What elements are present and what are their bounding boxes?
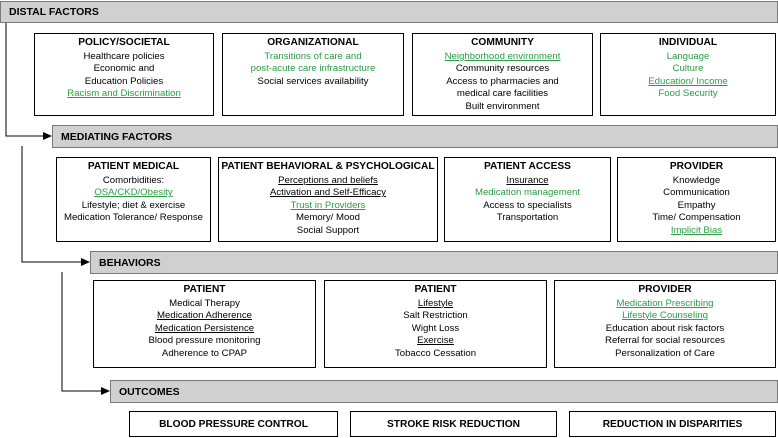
box-item: Referral for social resources: [605, 335, 725, 347]
outcome-blood-pressure-control: [129, 411, 338, 437]
mediating-factors-label: MEDIATING FACTORS: [61, 130, 173, 143]
mediating-factors-bar: [52, 125, 778, 148]
outcome-reduction-in-disparities: [569, 411, 776, 437]
box-item: Tobacco Cessation: [394, 347, 477, 359]
box-item: medical care facilities: [456, 88, 549, 100]
distal-box-community: [412, 33, 593, 116]
box-item: Culture: [672, 63, 704, 75]
box-item: Blood pressure monitoring: [148, 335, 261, 347]
box-item: Racism and Discrimination: [67, 88, 181, 100]
box-item: Empathy: [677, 199, 716, 211]
box-item: Transitions of care and: [264, 50, 362, 62]
box-item: Wight Loss: [411, 322, 460, 334]
arrowhead-mediating: [43, 132, 52, 140]
box-title: PATIENT MEDICAL: [87, 161, 180, 172]
box-item: Adherence to CPAP: [161, 347, 248, 359]
box-item: Built environment: [465, 100, 540, 112]
box-item: Activation and Self-Efficacy: [269, 187, 387, 199]
box-item: Implicit Bias: [670, 224, 723, 236]
box-item: Salt Restriction: [403, 310, 468, 322]
box-title: ORGANIZATIONAL: [267, 37, 359, 48]
outcome-label: REDUCTION IN DISPARITIES: [602, 418, 743, 430]
box-item: Education about risk factors: [605, 322, 725, 334]
outcomes-bar: [110, 380, 778, 403]
arrowhead-behaviors: [81, 258, 90, 266]
box-item: Economic and: [93, 63, 155, 75]
box-item: Time/ Compensation: [652, 212, 741, 224]
distal-box-individual: [600, 33, 776, 116]
box-item: Neighborhood environment: [444, 50, 561, 62]
mediating-box-patient-behavioral: [218, 157, 438, 242]
distal-factors-label: DISTAL FACTORS: [9, 6, 99, 18]
box-title: PROVIDER: [669, 161, 724, 172]
box-item: Access to specialists: [483, 199, 572, 211]
outcome-label: STROKE RISK REDUCTION: [386, 418, 520, 430]
box-item: post-acute care infrastructure: [250, 63, 376, 75]
box-item: Healthcare policies: [83, 50, 165, 62]
box-item: Transportation: [496, 212, 559, 224]
behaviors-box-patient-lifestyle: [324, 280, 547, 368]
box-item: Food Security: [658, 88, 718, 100]
behaviors-box-provider: [554, 280, 776, 368]
box-item: Community resources: [455, 63, 550, 75]
box-item: Social services availability: [257, 75, 369, 87]
box-item: Education Policies: [84, 75, 164, 87]
box-item: Memory/ Mood: [296, 212, 360, 224]
distal-box-organizational: [222, 33, 404, 116]
box-item: Insurance: [506, 174, 549, 186]
box-item: Comorbidities:: [102, 174, 165, 186]
mediating-box-provider: [617, 157, 776, 242]
box-item: Personalization of Care: [615, 347, 715, 359]
box-title: PATIENT: [183, 284, 226, 295]
box-title: PATIENT: [414, 284, 457, 295]
mediating-box-patient-access: [444, 157, 611, 242]
box-item: Trust in Providers: [290, 199, 366, 211]
distal-box-policy-societal: [34, 33, 214, 116]
box-title: PATIENT ACCESS: [484, 161, 571, 172]
distal-factors-bar: [0, 1, 778, 23]
box-item: Medication Prescribing: [616, 297, 714, 309]
outcomes-label: OUTCOMES: [119, 385, 180, 398]
box-item: OSA/CKD/Obesity: [94, 187, 173, 199]
box-item: Exercise: [417, 335, 454, 347]
box-item: Access to pharmacies and: [446, 75, 559, 87]
box-title: COMMUNITY: [471, 37, 534, 48]
arrowhead-outcomes: [101, 387, 110, 395]
box-item: Medication management: [474, 187, 581, 199]
box-title: PROVIDER: [638, 284, 692, 295]
box-item: Lifestyle: [417, 297, 454, 309]
behaviors-label: BEHAVIORS: [99, 256, 161, 269]
mediating-box-patient-medical: [56, 157, 211, 242]
box-title: PATIENT BEHAVIORAL & PSYCHOLOGICAL: [221, 161, 435, 172]
box-item: Medication Persistence: [154, 322, 255, 334]
box-item: Education/ Income: [648, 75, 728, 87]
box-item: Social Support: [296, 224, 360, 236]
box-item: Communication: [663, 187, 730, 199]
box-item: Medication Adherence: [157, 310, 252, 322]
box-item: Medical Therapy: [169, 297, 240, 309]
box-item: Medication Tolerance/ Response: [63, 212, 203, 224]
box-item: Lifestyle Counseling: [622, 310, 708, 322]
behaviors-bar: [90, 251, 778, 274]
outcome-stroke-risk-reduction: [350, 411, 557, 437]
behaviors-box-patient-medical: [93, 280, 316, 368]
box-title: INDIVIDUAL: [658, 37, 718, 48]
box-item: Language: [666, 50, 710, 62]
box-title: POLICY/SOCIETAL: [78, 37, 170, 48]
box-item: Perceptions and beliefs: [278, 174, 378, 186]
outcome-label: BLOOD PRESSURE CONTROL: [159, 418, 308, 430]
box-item: Lifestyle; diet & exercise: [81, 199, 186, 211]
box-item: Knowledge: [672, 174, 721, 186]
